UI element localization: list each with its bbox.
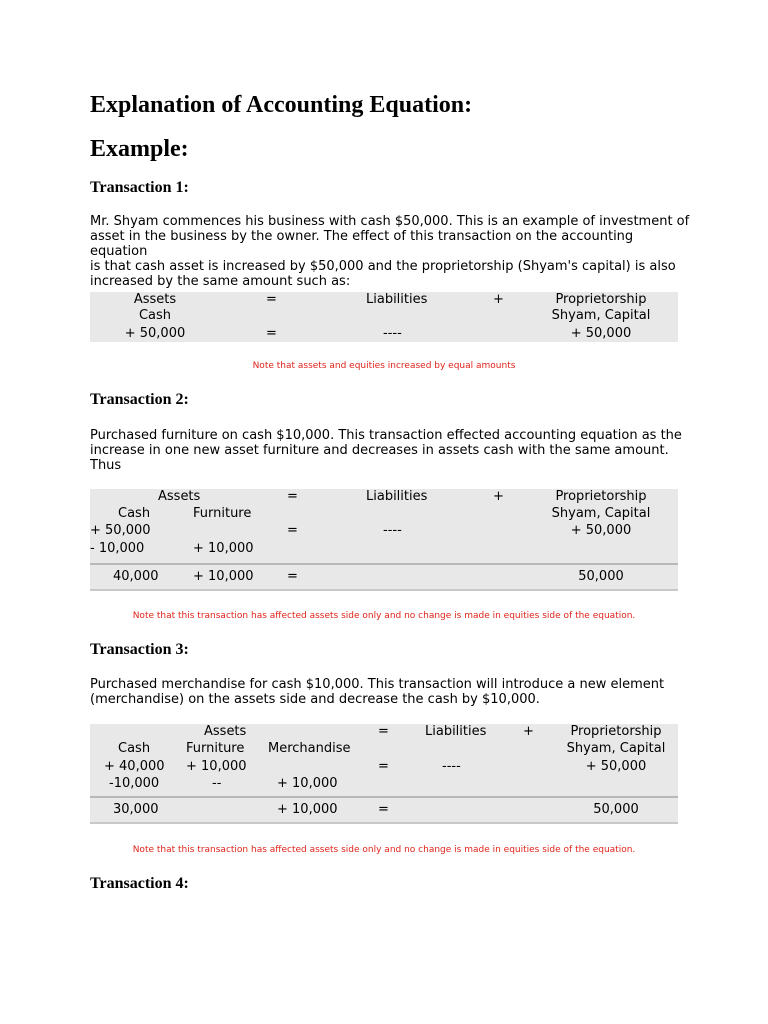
paragraph-line: is that cash asset is increased by $50,000 and the proprietorship (Shyam's capital) is also	[90, 259, 676, 274]
cash-header: Cash	[118, 506, 151, 521]
total-capital: 50,000	[593, 802, 639, 817]
merchandise-header: Merchandise	[268, 741, 351, 756]
paragraph-line: asset in the business by the owner. The effect of this transaction on the accounting equation	[90, 229, 634, 259]
plus-sign: +	[493, 489, 504, 504]
equals-sign: =	[287, 523, 298, 538]
transaction-1-paragraph	[90, 214, 690, 289]
furniture-value: + 10,000	[186, 759, 247, 774]
total-merchandise: + 10,000	[277, 802, 338, 817]
example-heading: Example:	[90, 136, 189, 162]
capital-header: Shyam, Capital	[551, 506, 651, 521]
capital-header: Shyam, Capital	[566, 741, 666, 756]
liabilities-header: Liabilities	[425, 724, 487, 739]
equals-sign: =	[287, 489, 298, 504]
paragraph-line: Mr. Shyam commences his business with cash $50,000. This is an example of investment of	[90, 214, 690, 229]
liabilities-value: ----	[442, 759, 461, 774]
capital-value: + 50,000	[570, 523, 632, 538]
total-furniture: + 10,000	[193, 569, 254, 584]
total-cash: 40,000	[113, 569, 159, 584]
paragraph-line: (merchandise) on the assets side and decrease the cash by $10,000.	[90, 692, 540, 707]
cash-value: + 50,000	[90, 523, 151, 538]
transaction-1-note: Note that assets and equities increased by equal amounts	[252, 361, 516, 371]
total-capital: 50,000	[578, 569, 624, 584]
transaction-3-paragraph	[90, 677, 690, 707]
equals-sign: =	[378, 724, 389, 739]
assets-header: Assets	[204, 724, 247, 739]
cash-value: + 50,000	[124, 326, 186, 341]
transaction-2-total-row	[90, 563, 678, 589]
equals-sign: =	[287, 569, 298, 584]
plus-sign: +	[523, 724, 534, 739]
plus-sign: +	[493, 292, 504, 307]
paragraph-line: Purchased furniture on cash $10,000. This transaction effected accounting equation as the	[90, 428, 682, 443]
liabilities-value: ----	[383, 523, 402, 538]
paragraph-line: increase in one new asset furniture and decreases in assets cash with the same amount.	[90, 443, 669, 458]
assets-header: Assets	[133, 292, 177, 307]
page-title: Explanation of Accounting Equation:	[90, 92, 473, 118]
cash-header: Cash	[138, 308, 172, 323]
paragraph-line: Thus	[90, 458, 122, 473]
proprietorship-header: Proprietorship	[555, 292, 647, 307]
proprietorship-header: Proprietorship	[570, 724, 662, 739]
equals-sign: =	[266, 326, 277, 341]
transaction-3-table	[90, 724, 678, 796]
paragraph-line: Purchased merchandise for cash $10,000. This transaction will introduce a new element	[90, 677, 665, 692]
transaction-3-heading: Transaction 3:	[90, 641, 189, 658]
furniture-value: + 10,000	[193, 541, 254, 556]
assets-header: Assets	[158, 489, 201, 504]
capital-value: + 50,000	[570, 326, 632, 341]
capital-value: + 50,000	[585, 759, 647, 774]
furniture-header: Furniture	[193, 506, 252, 521]
cash-value: + 40,000	[104, 759, 165, 774]
merchandise-value: + 10,000	[277, 776, 338, 791]
paragraph-line: increased by the same amount such as:	[90, 274, 351, 289]
cash-header: Cash	[118, 741, 151, 756]
liabilities-header: Liabilities	[366, 489, 428, 504]
transaction-2-table	[90, 489, 678, 563]
transaction-2-paragraph	[90, 428, 690, 473]
transaction-2-heading: Transaction 2:	[90, 391, 189, 408]
transaction-2-note: Note that this transaction has affected assets side only and no change is made in equities side of the equation.	[132, 611, 636, 621]
furniture-header: Furniture	[186, 741, 245, 756]
transaction-4-heading: Transaction 4:	[90, 875, 189, 892]
transaction-1-heading: Transaction 1:	[90, 179, 189, 196]
liabilities-value: ----	[383, 326, 402, 341]
equals-sign: =	[378, 802, 389, 817]
equals-sign: =	[266, 292, 277, 307]
total-cash: 30,000	[113, 802, 159, 817]
cash-value: - 10,000	[90, 541, 145, 556]
transaction-3-note: Note that this transaction has affected assets side only and no change is made in equities side of the equation.	[132, 845, 636, 855]
furniture-value: --	[212, 776, 222, 791]
capital-header: Shyam, Capital	[551, 308, 651, 323]
transaction-1-table	[90, 292, 678, 342]
cash-value: -10,000	[109, 776, 160, 791]
equals-sign: =	[378, 759, 389, 774]
liabilities-header: Liabilities	[366, 292, 428, 307]
transaction-3-total-row	[90, 796, 678, 822]
proprietorship-header: Proprietorship	[555, 489, 647, 504]
